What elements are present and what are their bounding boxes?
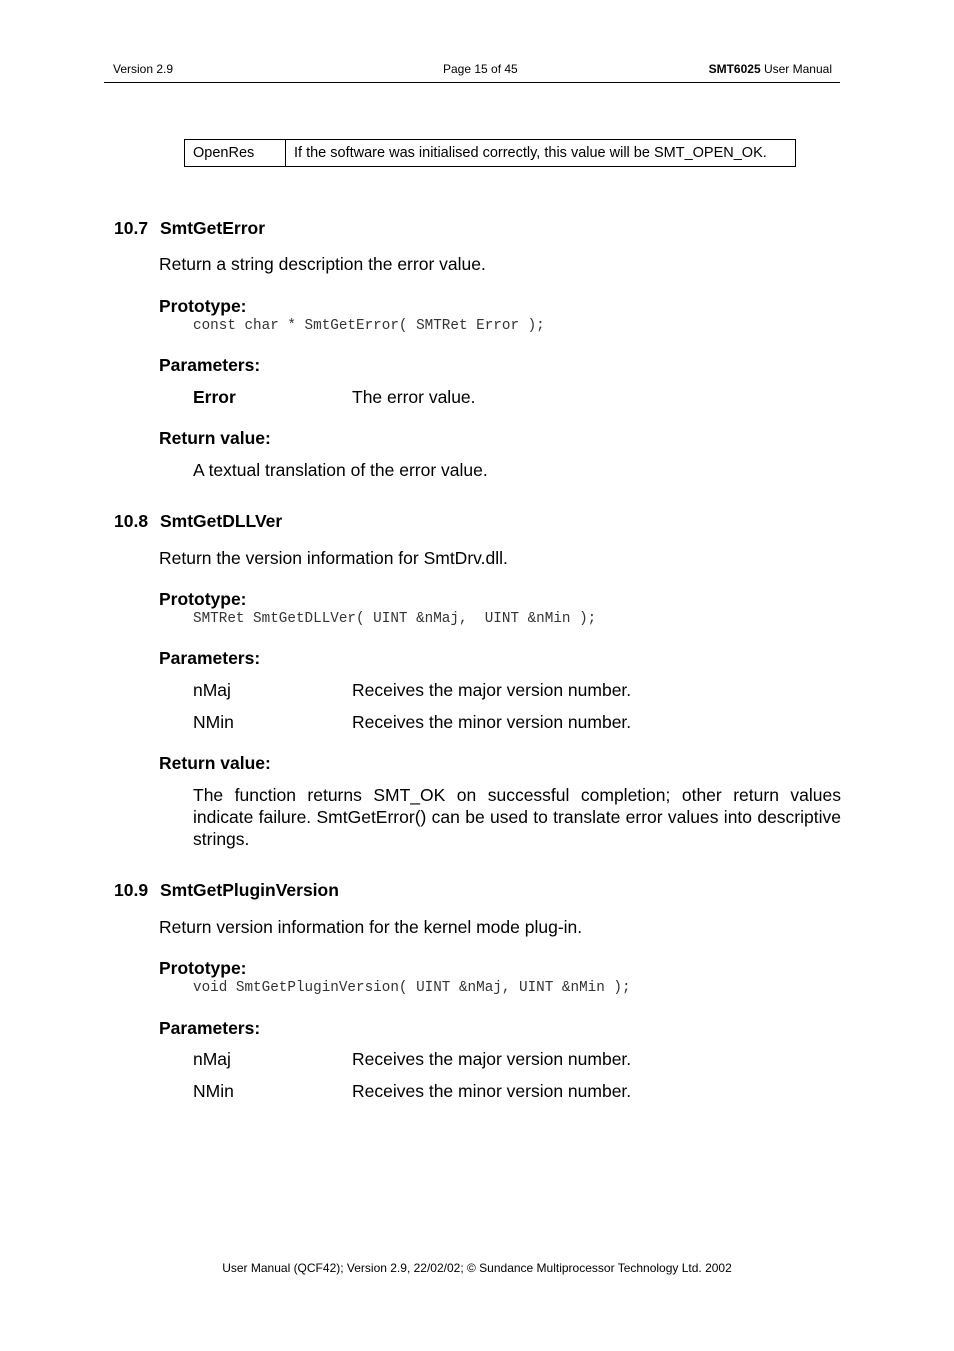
header-divider (104, 82, 840, 83)
table-cell-desc: If the software was initialised correctly, this value will be SMT_OPEN_OK. (286, 140, 796, 167)
section-heading-10-7 (114, 218, 265, 238)
param-desc: Receives the major version number. (352, 680, 632, 700)
table-row (185, 140, 796, 167)
param-name: NMin (193, 1081, 234, 1101)
return-value-text: A textual translation of the error value. (193, 460, 488, 480)
openres-table (184, 139, 796, 167)
header-page-number: Page 15 of 45 (443, 62, 518, 76)
param-desc: Receives the minor version number. (352, 1081, 632, 1101)
param-name: Error (193, 387, 236, 407)
header-version: Version 2.9 (113, 62, 174, 76)
section-title: SmtGetPluginVersion (160, 880, 339, 900)
section-description: Return a string description the error value. (159, 254, 486, 274)
prototype-code: const char * SmtGetError( SMTRet Error ); (193, 318, 545, 334)
section-description: Return version information for the kernel mode plug-in. (159, 917, 583, 937)
section-description: Return the version information for SmtDrv.dll. (159, 548, 508, 568)
parameters-label: Parameters: (159, 1018, 261, 1038)
prototype-code: void SmtGetPluginVersion( UINT &nMaj, UINT &nMin ); (193, 980, 631, 996)
header-product: SMT6025 (708, 62, 761, 76)
return-value-text: The function returns SMT_OK on successful completion; other return values indicate failure. SmtGetError() can be used to translate error values into descriptive strings. (193, 785, 841, 849)
header-manual: User Manual (760, 62, 832, 76)
param-name: nMaj (193, 680, 231, 700)
section-title: SmtGetError (160, 218, 266, 238)
section-number: 10.8 (114, 511, 149, 531)
section-number: 10.9 (114, 880, 149, 900)
parameters-label: Parameters: (159, 355, 261, 375)
section-heading-10-8 (114, 511, 282, 531)
prototype-label: Prototype: (159, 589, 247, 609)
header-title (709, 62, 832, 76)
param-name: NMin (193, 712, 234, 732)
prototype-code: SMTRet SmtGetDLLVer( UINT &nMaj, UINT &nMin ); (193, 611, 597, 627)
page-footer: User Manual (QCF42); Version 2.9, 22/02/02; © Sundance Multiprocessor Technology Ltd. 2002 (222, 1261, 732, 1275)
param-name: nMaj (193, 1049, 231, 1069)
section-number: 10.7 (114, 218, 149, 238)
return-value-label: Return value: (159, 753, 271, 773)
section-title: SmtGetDLLVer (160, 511, 283, 531)
param-desc: The error value. (352, 387, 476, 407)
parameters-label: Parameters: (159, 648, 261, 668)
section-heading-10-9 (114, 880, 339, 900)
param-desc: Receives the major version number. (352, 1049, 632, 1069)
prototype-label: Prototype: (159, 958, 247, 978)
param-desc: Receives the minor version number. (352, 712, 632, 732)
table-cell-name: OpenRes (185, 140, 286, 167)
return-value-label: Return value: (159, 428, 271, 448)
prototype-label: Prototype: (159, 296, 247, 316)
